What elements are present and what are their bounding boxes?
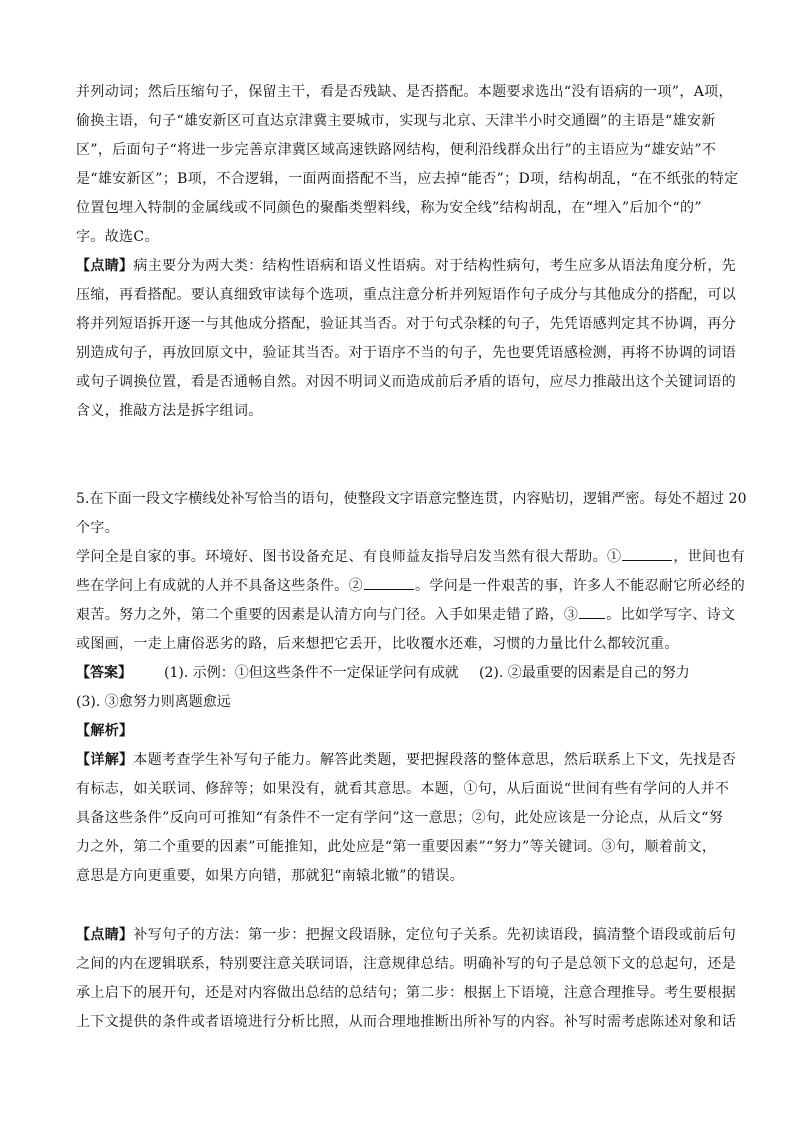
text-line: 承上启下的展开句，还是对内容做出总结的总结句；第二步：根据上下语境，注意合理推导。考生要根据 xyxy=(76,985,737,1001)
text-line: 偷换主语，句子“雄安新区可直达京津冀主要城市，实现与北京、天津半小时交通圈”的主语是“雄安新 xyxy=(76,113,716,129)
blank-2 xyxy=(364,575,414,590)
answer-5 xyxy=(76,659,727,717)
text-line: 力之外，第二个重要的因素”可能推知，此处应是“第一重要因素”“努力”等关键词。③句，顺着前文， xyxy=(76,839,717,855)
answer-item-3: (3). ③愈努力则离题愈远 xyxy=(76,694,231,710)
tip-label: 【点睛】 xyxy=(76,927,134,943)
passage-text: 。学问是一件艰苦的事，许多人不能忍耐它所必经的 xyxy=(415,578,746,594)
question-prompt: 个字。 xyxy=(76,520,120,536)
text-line: 别造成句子，再放回原文中，验证其当否。对于语序不当的句子，先也要凭语感检测，再将不协调的词语 xyxy=(76,345,737,361)
answer-item-2: (2). ②最重要的因素是自己的努力 xyxy=(479,665,690,681)
q4-explanation xyxy=(76,78,739,252)
text-line: 将并列短语拆开逐一与其他成分搭配，验证其当否。对于句式杂糅的句子，先凭语感判定其不协调，再分 xyxy=(76,316,737,332)
passage-text: 艰苦。努力之外，第二个重要的因素是认清方向与门径。入手如果走错了路，③ xyxy=(76,607,579,623)
text-line: 是“雄安新区”；B项，不合逻辑，一面两面搭配不当，应去掉“能否”；D项，结构胡乱，“在不纸张的特定 xyxy=(76,171,739,187)
passage-text: 学问全是自家的事。环境好、图书设备充足、有良师益友指导启发当然有很大帮助。① xyxy=(76,549,622,565)
blank-3 xyxy=(579,604,605,619)
tip-label: 【点睛】 xyxy=(76,258,134,274)
text-line: 上下文提供的条件或者语境进行分析比照，从而合理地推断出所补写的内容。补写时需考虑陈述对象和话 xyxy=(76,1014,737,1030)
text-line: 或句子调换位置，看是否通畅自然。对因不明词义而造成前后矛盾的语句，应尽力推敲出这个关键词语的 xyxy=(76,374,737,390)
text-line: 有标志，如关联词、修辞等；如果没有，就看其意思。本题，①句，从后面说“世间有些有学问的人并不 xyxy=(76,781,730,797)
text-line: 意思是方向更重要，如果方向错，那就犯“南辕北辙”的错误。 xyxy=(76,868,465,884)
question-prompt: 5.在下面一段文字横线处补写恰当的语句，使整段文字语意完整连贯，内容贴切，逻辑严密。每处不超过 20 xyxy=(76,491,747,507)
q4-tip xyxy=(76,252,737,426)
text-line: 区”，后面句子“将进一步完善京津冀区域高速铁路网结构，便利沿线群众出行”的主语应为“雄安站”不 xyxy=(76,142,717,158)
answer-item-1: (1). 示例：①但这些条件不一定保证学问有成就 xyxy=(164,665,459,681)
text-line: 本题考查学生补写句子能力。解答此类题，要把握段落的整体意思，然后联系上下文，先找是否 xyxy=(133,752,737,768)
text-line: 病主要分为两大类：结构性语病和语义性语病。对于结构性病句，考生应多从语法角度分析，先 xyxy=(133,258,737,274)
text-line: 并列动词；然后压缩句子，保留主干，看是否残缺、是否搭配。本题要求选出“没有语病的一项”，A项， xyxy=(76,84,733,100)
detail-label: 【详解】 xyxy=(76,752,134,768)
passage-text: 或图画，一走上庸俗恶劣的路，后来想把它丢开，比收覆水还难，习惯的力量比什么都较沉重。 xyxy=(76,636,679,652)
passage-text: ，世间也有 xyxy=(673,549,746,565)
detail-5 xyxy=(76,746,737,891)
passage-text: 些在学问上有成就的人并不具备这些条件。② xyxy=(76,578,363,594)
passage-text: 。比如学写字、诗文 xyxy=(606,607,736,623)
analysis-5 xyxy=(76,717,727,746)
tip-5 xyxy=(76,921,737,1037)
blank-1 xyxy=(622,546,672,561)
text-line: 具备这些条件”反向可可推知“有条件不一定有学问”这一意思；②句，此处应该是一分论点，从后文“努 xyxy=(76,810,724,826)
question-5 xyxy=(76,485,747,659)
text-line: 字。故选C。 xyxy=(76,229,159,245)
text-line: 压缩，再看搭配。要认真细致审读每个选项，重点注意分析并列短语作句子成分与其他成分的搭配，可以 xyxy=(76,287,737,303)
answer-label: 【答案】 xyxy=(76,665,132,681)
text-line: 含义，推敲方法是拆字组词。 xyxy=(76,403,263,419)
text-line: 位置包埋入特制的金属线或不同颜色的聚酯类塑料线，称为安全线”结构胡乱，在“埋入”后加个“的” xyxy=(76,200,702,216)
analysis-label: 【解析】 xyxy=(76,723,134,739)
text-line: 补写句子的方法：第一步：把握文段语脉，定位句子关系。先初读语段，搞清整个语段或前后句 xyxy=(133,927,737,943)
text-line: 之间的内在逻辑联系，特别要注意关联词语，注意规律总结。明确补写的句子是总领下文的总起句，还是 xyxy=(76,956,737,972)
